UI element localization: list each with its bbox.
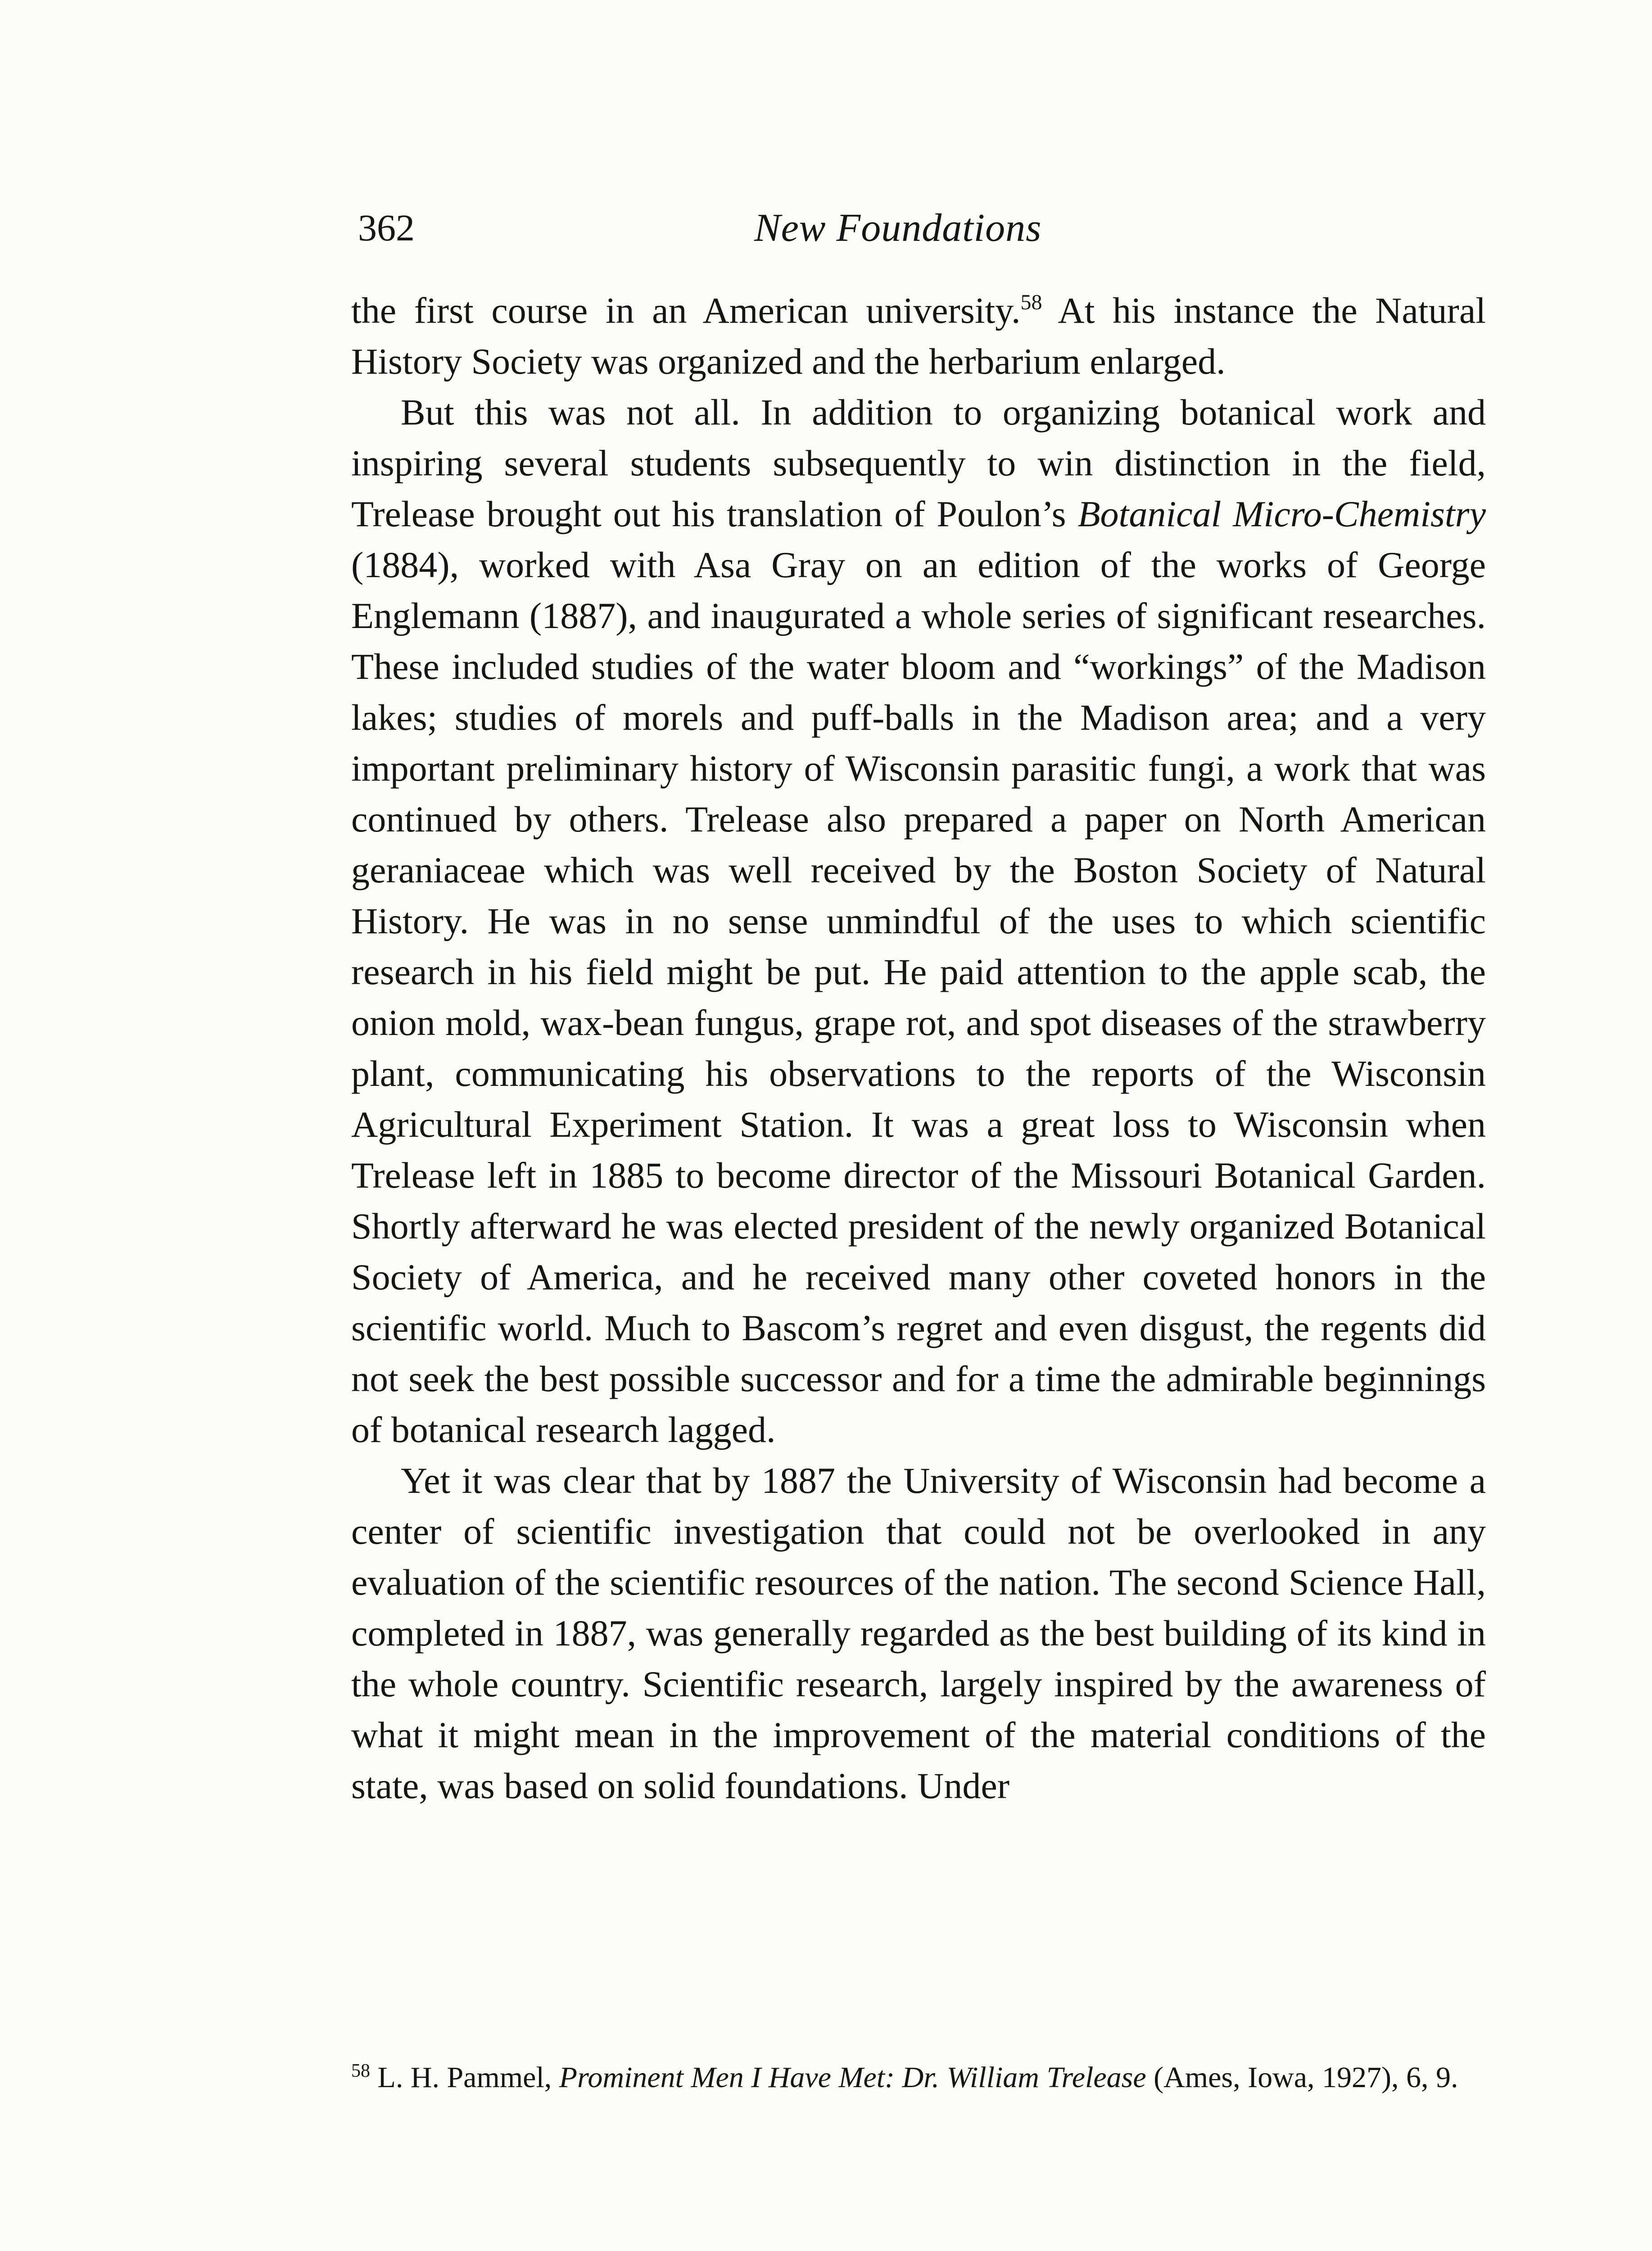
- paragraph-1: [351, 285, 1486, 387]
- paragraph-3-text: Yet it was clear that by 1887 the University of Wisconsin had become a center of scientific investigation that could not be overlooked in any evaluation of the scientific resources of the nation. The second Science Hall, completed in 1887, was generally regarded as the best building of its kind in the whole country. Scientific research, largely inspired by the awareness of what it might mean in the improvement of the material conditions of the state, was based on solid foundations. Under: [351, 1460, 1486, 1806]
- page-number: 362: [358, 207, 415, 249]
- paragraph-2-text-end: (1884), worked with Asa Gray on an edition of the works of George Englemann (1887), and inaugurated a whole series of significant researches. These included studies of the water bloom and “workings” of the Madison lakes; studies of morels and puff-balls in the Madison area; and a very important preliminary history of Wisconsin parasitic fungi, a work that was continued by others. Trelease also prepared a paper on North American geraniaceae which was well received by the Boston Society of Natural History. He was in no sense unmindful of the uses to which scientific research in his field might be put. He paid attention to the apple scab, the onion mold, wax-bean fungus, grape rot, and spot diseases of the strawberry plant, communicating his observations to the reports of the Wisconsin Agricultural Experiment Station. It was a great loss to Wisconsin when Trelease left in 1885 to become director of the Missouri Botanical Garden. Shortly afterward he was elected president of the newly organized Botanical Society of America, and he received many other coveted honors in the scientific world. Much to Bascom’s regret and even disgust, the regents did not seek the best possible successor and for a time the admirable beginnings of botanical research lagged.: [351, 544, 1486, 1450]
- book-title-italic: Botanical Micro-Chemistry: [1077, 493, 1486, 534]
- footnote-rest: (Ames, Iowa, 1927), 6, 9.: [1146, 2061, 1458, 2094]
- body-text: [351, 285, 1486, 1811]
- paragraph-2: [351, 387, 1486, 1455]
- running-head: New Foundations: [754, 206, 1042, 250]
- footnote: [351, 2057, 1486, 2099]
- paragraph-1-text: the first course in an American university.: [351, 290, 1021, 331]
- paragraph-2-text-start: But this was not all. In addition to organizing botanical work and inspiring several students subsequently to win distinction in the field, Trelease brought out his translation of Poulon’s: [351, 392, 1486, 534]
- footnote-title: Prominent Men I Have Met: Dr. William Trelease: [559, 2061, 1146, 2094]
- page-header: [358, 203, 1511, 253]
- paragraph-3: [351, 1455, 1486, 1811]
- paragraph-1-rest: At his instance the Natural History Society was organized and the herbarium enlarged.: [351, 290, 1486, 382]
- footnote-reference: 58: [1020, 290, 1042, 314]
- footnote-author: L. H. Pammel,: [370, 2061, 559, 2094]
- footnote-mark: 58: [351, 2061, 370, 2081]
